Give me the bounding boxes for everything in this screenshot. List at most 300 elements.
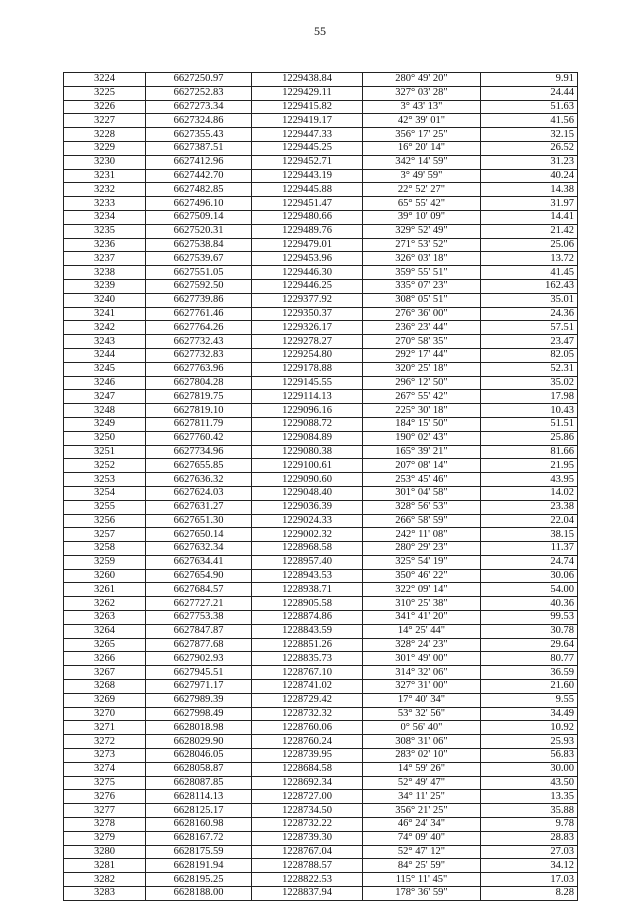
direction-angle-cell: 325° 54' 19": [363, 555, 481, 569]
y-coordinate-cell: 1229480.66: [252, 210, 363, 224]
y-coordinate-cell: 1228760.06: [252, 721, 363, 735]
distance-cell: 22.04: [481, 514, 578, 528]
point-number-cell: 3282: [64, 873, 146, 887]
distance-cell: 14.38: [481, 183, 578, 197]
x-coordinate-cell: 6627998.49: [146, 707, 252, 721]
y-coordinate-cell: 1229446.25: [252, 279, 363, 293]
direction-angle-cell: 335° 07' 23": [363, 279, 481, 293]
table-row: [64, 721, 578, 735]
table-row: [64, 473, 578, 487]
direction-angle-cell: 3° 43' 13": [363, 100, 481, 114]
y-coordinate-cell: 1229036.39: [252, 500, 363, 514]
point-number-cell: 3253: [64, 473, 146, 487]
y-coordinate-cell: 1229445.25: [252, 141, 363, 155]
y-coordinate-cell: 1229446.30: [252, 266, 363, 280]
direction-angle-cell: 280° 29' 23": [363, 542, 481, 556]
point-number-cell: 3269: [64, 693, 146, 707]
table-row: [64, 528, 578, 542]
direction-angle-cell: 314° 32' 06": [363, 666, 481, 680]
table-row: [64, 693, 578, 707]
distance-cell: 9.91: [481, 73, 578, 87]
table-row: [64, 818, 578, 832]
table-row: [64, 790, 578, 804]
x-coordinate-cell: 6627252.83: [146, 86, 252, 100]
point-number-cell: 3267: [64, 666, 146, 680]
table-row: [64, 128, 578, 142]
direction-angle-cell: 165° 39' 21": [363, 445, 481, 459]
direction-angle-cell: 356° 17' 25": [363, 128, 481, 142]
direction-angle-cell: 283° 02' 10": [363, 749, 481, 763]
point-number-cell: 3279: [64, 831, 146, 845]
table-row: [64, 680, 578, 694]
direction-angle-cell: 292° 17' 44": [363, 348, 481, 362]
distance-cell: 31.97: [481, 197, 578, 211]
table-row: [64, 417, 578, 431]
x-coordinate-cell: 6628160.98: [146, 818, 252, 832]
x-coordinate-cell: 6627631.27: [146, 500, 252, 514]
point-number-cell: 3243: [64, 335, 146, 349]
direction-angle-cell: 34° 11' 25": [363, 790, 481, 804]
point-number-cell: 3261: [64, 583, 146, 597]
distance-cell: 35.88: [481, 804, 578, 818]
table-row: [64, 762, 578, 776]
coordinates-table: [63, 72, 578, 901]
direction-angle-cell: 65° 55' 42": [363, 197, 481, 211]
x-coordinate-cell: 6627732.43: [146, 335, 252, 349]
y-coordinate-cell: 1229084.89: [252, 431, 363, 445]
distance-cell: 14.41: [481, 210, 578, 224]
x-coordinate-cell: 6627727.21: [146, 597, 252, 611]
x-coordinate-cell: 6627684.57: [146, 583, 252, 597]
point-number-cell: 3278: [64, 818, 146, 832]
distance-cell: 10.92: [481, 721, 578, 735]
y-coordinate-cell: 1228822.53: [252, 873, 363, 887]
table-row: [64, 73, 578, 87]
point-number-cell: 3262: [64, 597, 146, 611]
table-row: [64, 831, 578, 845]
direction-angle-cell: 271° 53' 52": [363, 238, 481, 252]
y-coordinate-cell: 1228732.22: [252, 818, 363, 832]
direction-angle-cell: 301° 04' 58": [363, 486, 481, 500]
table-row: [64, 197, 578, 211]
y-coordinate-cell: 1229088.72: [252, 417, 363, 431]
point-number-cell: 3229: [64, 141, 146, 155]
y-coordinate-cell: 1228739.30: [252, 831, 363, 845]
direction-angle-cell: 74° 09' 40": [363, 831, 481, 845]
distance-cell: 17.98: [481, 390, 578, 404]
x-coordinate-cell: 6628018.98: [146, 721, 252, 735]
x-coordinate-cell: 6627324.86: [146, 114, 252, 128]
x-coordinate-cell: 6627764.26: [146, 321, 252, 335]
distance-cell: 40.24: [481, 169, 578, 183]
direction-angle-cell: 39° 10' 09": [363, 210, 481, 224]
distance-cell: 31.23: [481, 155, 578, 169]
direction-angle-cell: 22° 52' 27": [363, 183, 481, 197]
distance-cell: 23.47: [481, 335, 578, 349]
x-coordinate-cell: 6627847.87: [146, 624, 252, 638]
distance-cell: 80.77: [481, 652, 578, 666]
direction-angle-cell: 276° 36' 00": [363, 307, 481, 321]
distance-cell: 24.36: [481, 307, 578, 321]
x-coordinate-cell: 6627989.39: [146, 693, 252, 707]
point-number-cell: 3272: [64, 735, 146, 749]
table-row: [64, 611, 578, 625]
y-coordinate-cell: 1229429.11: [252, 86, 363, 100]
distance-cell: 30.78: [481, 624, 578, 638]
point-number-cell: 3283: [64, 887, 146, 901]
table-row: [64, 100, 578, 114]
point-number-cell: 3231: [64, 169, 146, 183]
distance-cell: 34.12: [481, 859, 578, 873]
y-coordinate-cell: 1229453.96: [252, 252, 363, 266]
distance-cell: 56.83: [481, 749, 578, 763]
x-coordinate-cell: 6627538.84: [146, 238, 252, 252]
direction-angle-cell: 42° 39' 01": [363, 114, 481, 128]
y-coordinate-cell: 1228760.24: [252, 735, 363, 749]
direction-angle-cell: 115° 11' 45": [363, 873, 481, 887]
direction-angle-cell: 207° 08' 14": [363, 459, 481, 473]
distance-cell: 41.45: [481, 266, 578, 280]
point-number-cell: 3270: [64, 707, 146, 721]
distance-cell: 52.31: [481, 362, 578, 376]
table-row: [64, 307, 578, 321]
distance-cell: 54.00: [481, 583, 578, 597]
direction-angle-cell: 236° 23' 44": [363, 321, 481, 335]
distance-cell: 40.36: [481, 597, 578, 611]
table-row: [64, 638, 578, 652]
distance-cell: 41.56: [481, 114, 578, 128]
x-coordinate-cell: 6628191.94: [146, 859, 252, 873]
y-coordinate-cell: 1229445.88: [252, 183, 363, 197]
direction-angle-cell: 53° 32' 56": [363, 707, 481, 721]
x-coordinate-cell: 6628125.17: [146, 804, 252, 818]
distance-cell: 35.01: [481, 293, 578, 307]
x-coordinate-cell: 6627902.93: [146, 652, 252, 666]
table-row: [64, 486, 578, 500]
point-number-cell: 3235: [64, 224, 146, 238]
direction-angle-cell: 327° 31' 00": [363, 680, 481, 694]
direction-angle-cell: 329° 52' 49": [363, 224, 481, 238]
y-coordinate-cell: 1229377.92: [252, 293, 363, 307]
y-coordinate-cell: 1229415.82: [252, 100, 363, 114]
y-coordinate-cell: 1229350.37: [252, 307, 363, 321]
table-row: [64, 624, 578, 638]
y-coordinate-cell: 1228968.58: [252, 542, 363, 556]
point-number-cell: 3228: [64, 128, 146, 142]
y-coordinate-cell: 1228938.71: [252, 583, 363, 597]
table-row: [64, 155, 578, 169]
x-coordinate-cell: 6628175.59: [146, 845, 252, 859]
distance-cell: 51.63: [481, 100, 578, 114]
x-coordinate-cell: 6627732.83: [146, 348, 252, 362]
point-number-cell: 3277: [64, 804, 146, 818]
direction-angle-cell: 301° 49' 00": [363, 652, 481, 666]
table-row: [64, 335, 578, 349]
x-coordinate-cell: 6627655.85: [146, 459, 252, 473]
direction-angle-cell: 280° 49' 20": [363, 73, 481, 87]
table-row: [64, 845, 578, 859]
table-row: [64, 873, 578, 887]
x-coordinate-cell: 6627753.38: [146, 611, 252, 625]
x-coordinate-cell: 6627632.34: [146, 542, 252, 556]
table-row: [64, 114, 578, 128]
y-coordinate-cell: 1228727.00: [252, 790, 363, 804]
direction-angle-cell: 356° 21' 25": [363, 804, 481, 818]
direction-angle-cell: 328° 56' 53": [363, 500, 481, 514]
table-row: [64, 431, 578, 445]
table-row: [64, 376, 578, 390]
x-coordinate-cell: 6627877.68: [146, 638, 252, 652]
distance-cell: 13.35: [481, 790, 578, 804]
y-coordinate-cell: 1228835.73: [252, 652, 363, 666]
y-coordinate-cell: 1229100.61: [252, 459, 363, 473]
point-number-cell: 3247: [64, 390, 146, 404]
y-coordinate-cell: 1229145.55: [252, 376, 363, 390]
point-number-cell: 3264: [64, 624, 146, 638]
direction-angle-cell: 320° 25' 18": [363, 362, 481, 376]
direction-angle-cell: 178° 36' 59": [363, 887, 481, 901]
point-number-cell: 3275: [64, 776, 146, 790]
point-number-cell: 3281: [64, 859, 146, 873]
distance-cell: 23.38: [481, 500, 578, 514]
x-coordinate-cell: 6627636.32: [146, 473, 252, 487]
point-number-cell: 3230: [64, 155, 146, 169]
y-coordinate-cell: 1228874.86: [252, 611, 363, 625]
direction-angle-cell: 52° 47' 12": [363, 845, 481, 859]
distance-cell: 25.06: [481, 238, 578, 252]
distance-cell: 11.37: [481, 542, 578, 556]
coordinates-table-body: [64, 73, 578, 901]
direction-angle-cell: 52° 49' 47": [363, 776, 481, 790]
distance-cell: 24.44: [481, 86, 578, 100]
x-coordinate-cell: 6628167.72: [146, 831, 252, 845]
x-coordinate-cell: 6627355.43: [146, 128, 252, 142]
x-coordinate-cell: 6627387.51: [146, 141, 252, 155]
table-row: [64, 141, 578, 155]
table-row: [64, 86, 578, 100]
point-number-cell: 3273: [64, 749, 146, 763]
table-row: [64, 749, 578, 763]
y-coordinate-cell: 1228905.58: [252, 597, 363, 611]
distance-cell: 14.02: [481, 486, 578, 500]
distance-cell: 21.95: [481, 459, 578, 473]
x-coordinate-cell: 6627650.14: [146, 528, 252, 542]
x-coordinate-cell: 6627819.10: [146, 404, 252, 418]
direction-angle-cell: 14° 59' 26": [363, 762, 481, 776]
x-coordinate-cell: 6627761.46: [146, 307, 252, 321]
y-coordinate-cell: 1228851.26: [252, 638, 363, 652]
table-row: [64, 266, 578, 280]
direction-angle-cell: 327° 03' 28": [363, 86, 481, 100]
y-coordinate-cell: 1229451.47: [252, 197, 363, 211]
direction-angle-cell: 84° 25' 59": [363, 859, 481, 873]
y-coordinate-cell: 1228684.58: [252, 762, 363, 776]
point-number-cell: 3274: [64, 762, 146, 776]
distance-cell: 25.93: [481, 735, 578, 749]
point-number-cell: 3224: [64, 73, 146, 87]
x-coordinate-cell: 6627760.42: [146, 431, 252, 445]
table-row: [64, 555, 578, 569]
x-coordinate-cell: 6627273.34: [146, 100, 252, 114]
distance-cell: 32.15: [481, 128, 578, 142]
point-number-cell: 3271: [64, 721, 146, 735]
table-row: [64, 569, 578, 583]
x-coordinate-cell: 6627592.50: [146, 279, 252, 293]
table-row: [64, 238, 578, 252]
y-coordinate-cell: 1229326.17: [252, 321, 363, 335]
x-coordinate-cell: 6627539.67: [146, 252, 252, 266]
distance-cell: 43.95: [481, 473, 578, 487]
table-row: [64, 279, 578, 293]
x-coordinate-cell: 6627819.75: [146, 390, 252, 404]
table-row: [64, 210, 578, 224]
table-row: [64, 169, 578, 183]
point-number-cell: 3248: [64, 404, 146, 418]
direction-angle-cell: 328° 24' 23": [363, 638, 481, 652]
table-row: [64, 859, 578, 873]
direction-angle-cell: 267° 55' 42": [363, 390, 481, 404]
distance-cell: 34.49: [481, 707, 578, 721]
point-number-cell: 3265: [64, 638, 146, 652]
x-coordinate-cell: 6627971.17: [146, 680, 252, 694]
table-row: [64, 735, 578, 749]
y-coordinate-cell: 1228767.10: [252, 666, 363, 680]
x-coordinate-cell: 6627624.03: [146, 486, 252, 500]
x-coordinate-cell: 6628029.90: [146, 735, 252, 749]
table-row: [64, 252, 578, 266]
distance-cell: 82.05: [481, 348, 578, 362]
table-row: [64, 293, 578, 307]
distance-cell: 36.59: [481, 666, 578, 680]
direction-angle-cell: 342° 14' 59": [363, 155, 481, 169]
point-number-cell: 3233: [64, 197, 146, 211]
x-coordinate-cell: 6627520.31: [146, 224, 252, 238]
table-row: [64, 583, 578, 597]
point-number-cell: 3249: [64, 417, 146, 431]
table-row: [64, 348, 578, 362]
y-coordinate-cell: 1229096.16: [252, 404, 363, 418]
distance-cell: 51.51: [481, 417, 578, 431]
point-number-cell: 3259: [64, 555, 146, 569]
distance-cell: 26.52: [481, 141, 578, 155]
point-number-cell: 3280: [64, 845, 146, 859]
point-number-cell: 3232: [64, 183, 146, 197]
y-coordinate-cell: 1229447.33: [252, 128, 363, 142]
table-row: [64, 707, 578, 721]
direction-angle-cell: 0° 56' 40": [363, 721, 481, 735]
point-number-cell: 3251: [64, 445, 146, 459]
point-number-cell: 3227: [64, 114, 146, 128]
distance-cell: 43.50: [481, 776, 578, 790]
x-coordinate-cell: 6627945.51: [146, 666, 252, 680]
point-number-cell: 3260: [64, 569, 146, 583]
point-number-cell: 3252: [64, 459, 146, 473]
x-coordinate-cell: 6627739.86: [146, 293, 252, 307]
table-row: [64, 542, 578, 556]
point-number-cell: 3263: [64, 611, 146, 625]
point-number-cell: 3239: [64, 279, 146, 293]
point-number-cell: 3268: [64, 680, 146, 694]
table-row: [64, 500, 578, 514]
table-row: [64, 597, 578, 611]
y-coordinate-cell: 1228837.94: [252, 887, 363, 901]
x-coordinate-cell: 6628188.00: [146, 887, 252, 901]
point-number-cell: 3255: [64, 500, 146, 514]
direction-angle-cell: 225° 30' 18": [363, 404, 481, 418]
x-coordinate-cell: 6627496.10: [146, 197, 252, 211]
distance-cell: 13.72: [481, 252, 578, 266]
y-coordinate-cell: 1229090.60: [252, 473, 363, 487]
point-number-cell: 3236: [64, 238, 146, 252]
x-coordinate-cell: 6627811.79: [146, 417, 252, 431]
table-row: [64, 887, 578, 901]
point-number-cell: 3244: [64, 348, 146, 362]
point-number-cell: 3256: [64, 514, 146, 528]
y-coordinate-cell: 1229178.88: [252, 362, 363, 376]
distance-cell: 17.03: [481, 873, 578, 887]
table-row: [64, 404, 578, 418]
distance-cell: 30.00: [481, 762, 578, 776]
direction-angle-cell: 266° 58' 59": [363, 514, 481, 528]
point-number-cell: 3238: [64, 266, 146, 280]
x-coordinate-cell: 6627734.96: [146, 445, 252, 459]
direction-angle-cell: 17° 40' 34": [363, 693, 481, 707]
x-coordinate-cell: 6627482.85: [146, 183, 252, 197]
x-coordinate-cell: 6627763.96: [146, 362, 252, 376]
point-number-cell: 3234: [64, 210, 146, 224]
distance-cell: 29.64: [481, 638, 578, 652]
table-row: [64, 776, 578, 790]
direction-angle-cell: 322° 09' 14": [363, 583, 481, 597]
x-coordinate-cell: 6627654.90: [146, 569, 252, 583]
y-coordinate-cell: 1229443.19: [252, 169, 363, 183]
x-coordinate-cell: 6627509.14: [146, 210, 252, 224]
distance-cell: 9.55: [481, 693, 578, 707]
y-coordinate-cell: 1229452.71: [252, 155, 363, 169]
distance-cell: 24.74: [481, 555, 578, 569]
y-coordinate-cell: 1229114.13: [252, 390, 363, 404]
distance-cell: 9.78: [481, 818, 578, 832]
y-coordinate-cell: 1229278.27: [252, 335, 363, 349]
point-number-cell: 3226: [64, 100, 146, 114]
y-coordinate-cell: 1228767.04: [252, 845, 363, 859]
direction-angle-cell: 184° 15' 50": [363, 417, 481, 431]
direction-angle-cell: 308° 31' 06": [363, 735, 481, 749]
y-coordinate-cell: 1229438.84: [252, 73, 363, 87]
point-number-cell: 3258: [64, 542, 146, 556]
y-coordinate-cell: 1228732.32: [252, 707, 363, 721]
point-number-cell: 3250: [64, 431, 146, 445]
point-number-cell: 3245: [64, 362, 146, 376]
direction-angle-cell: 190° 02' 43": [363, 431, 481, 445]
direction-angle-cell: 296° 12' 50": [363, 376, 481, 390]
direction-angle-cell: 3° 49' 59": [363, 169, 481, 183]
direction-angle-cell: 270° 58' 35": [363, 335, 481, 349]
direction-angle-cell: 359° 55' 51": [363, 266, 481, 280]
table-row: [64, 321, 578, 335]
distance-cell: 27.03: [481, 845, 578, 859]
y-coordinate-cell: 1228692.34: [252, 776, 363, 790]
distance-cell: 35.02: [481, 376, 578, 390]
table-row: [64, 183, 578, 197]
direction-angle-cell: 14° 25' 44": [363, 624, 481, 638]
y-coordinate-cell: 1229080.38: [252, 445, 363, 459]
point-number-cell: 3266: [64, 652, 146, 666]
table-row: [64, 652, 578, 666]
distance-cell: 21.60: [481, 680, 578, 694]
point-number-cell: 3240: [64, 293, 146, 307]
y-coordinate-cell: 1228957.40: [252, 555, 363, 569]
